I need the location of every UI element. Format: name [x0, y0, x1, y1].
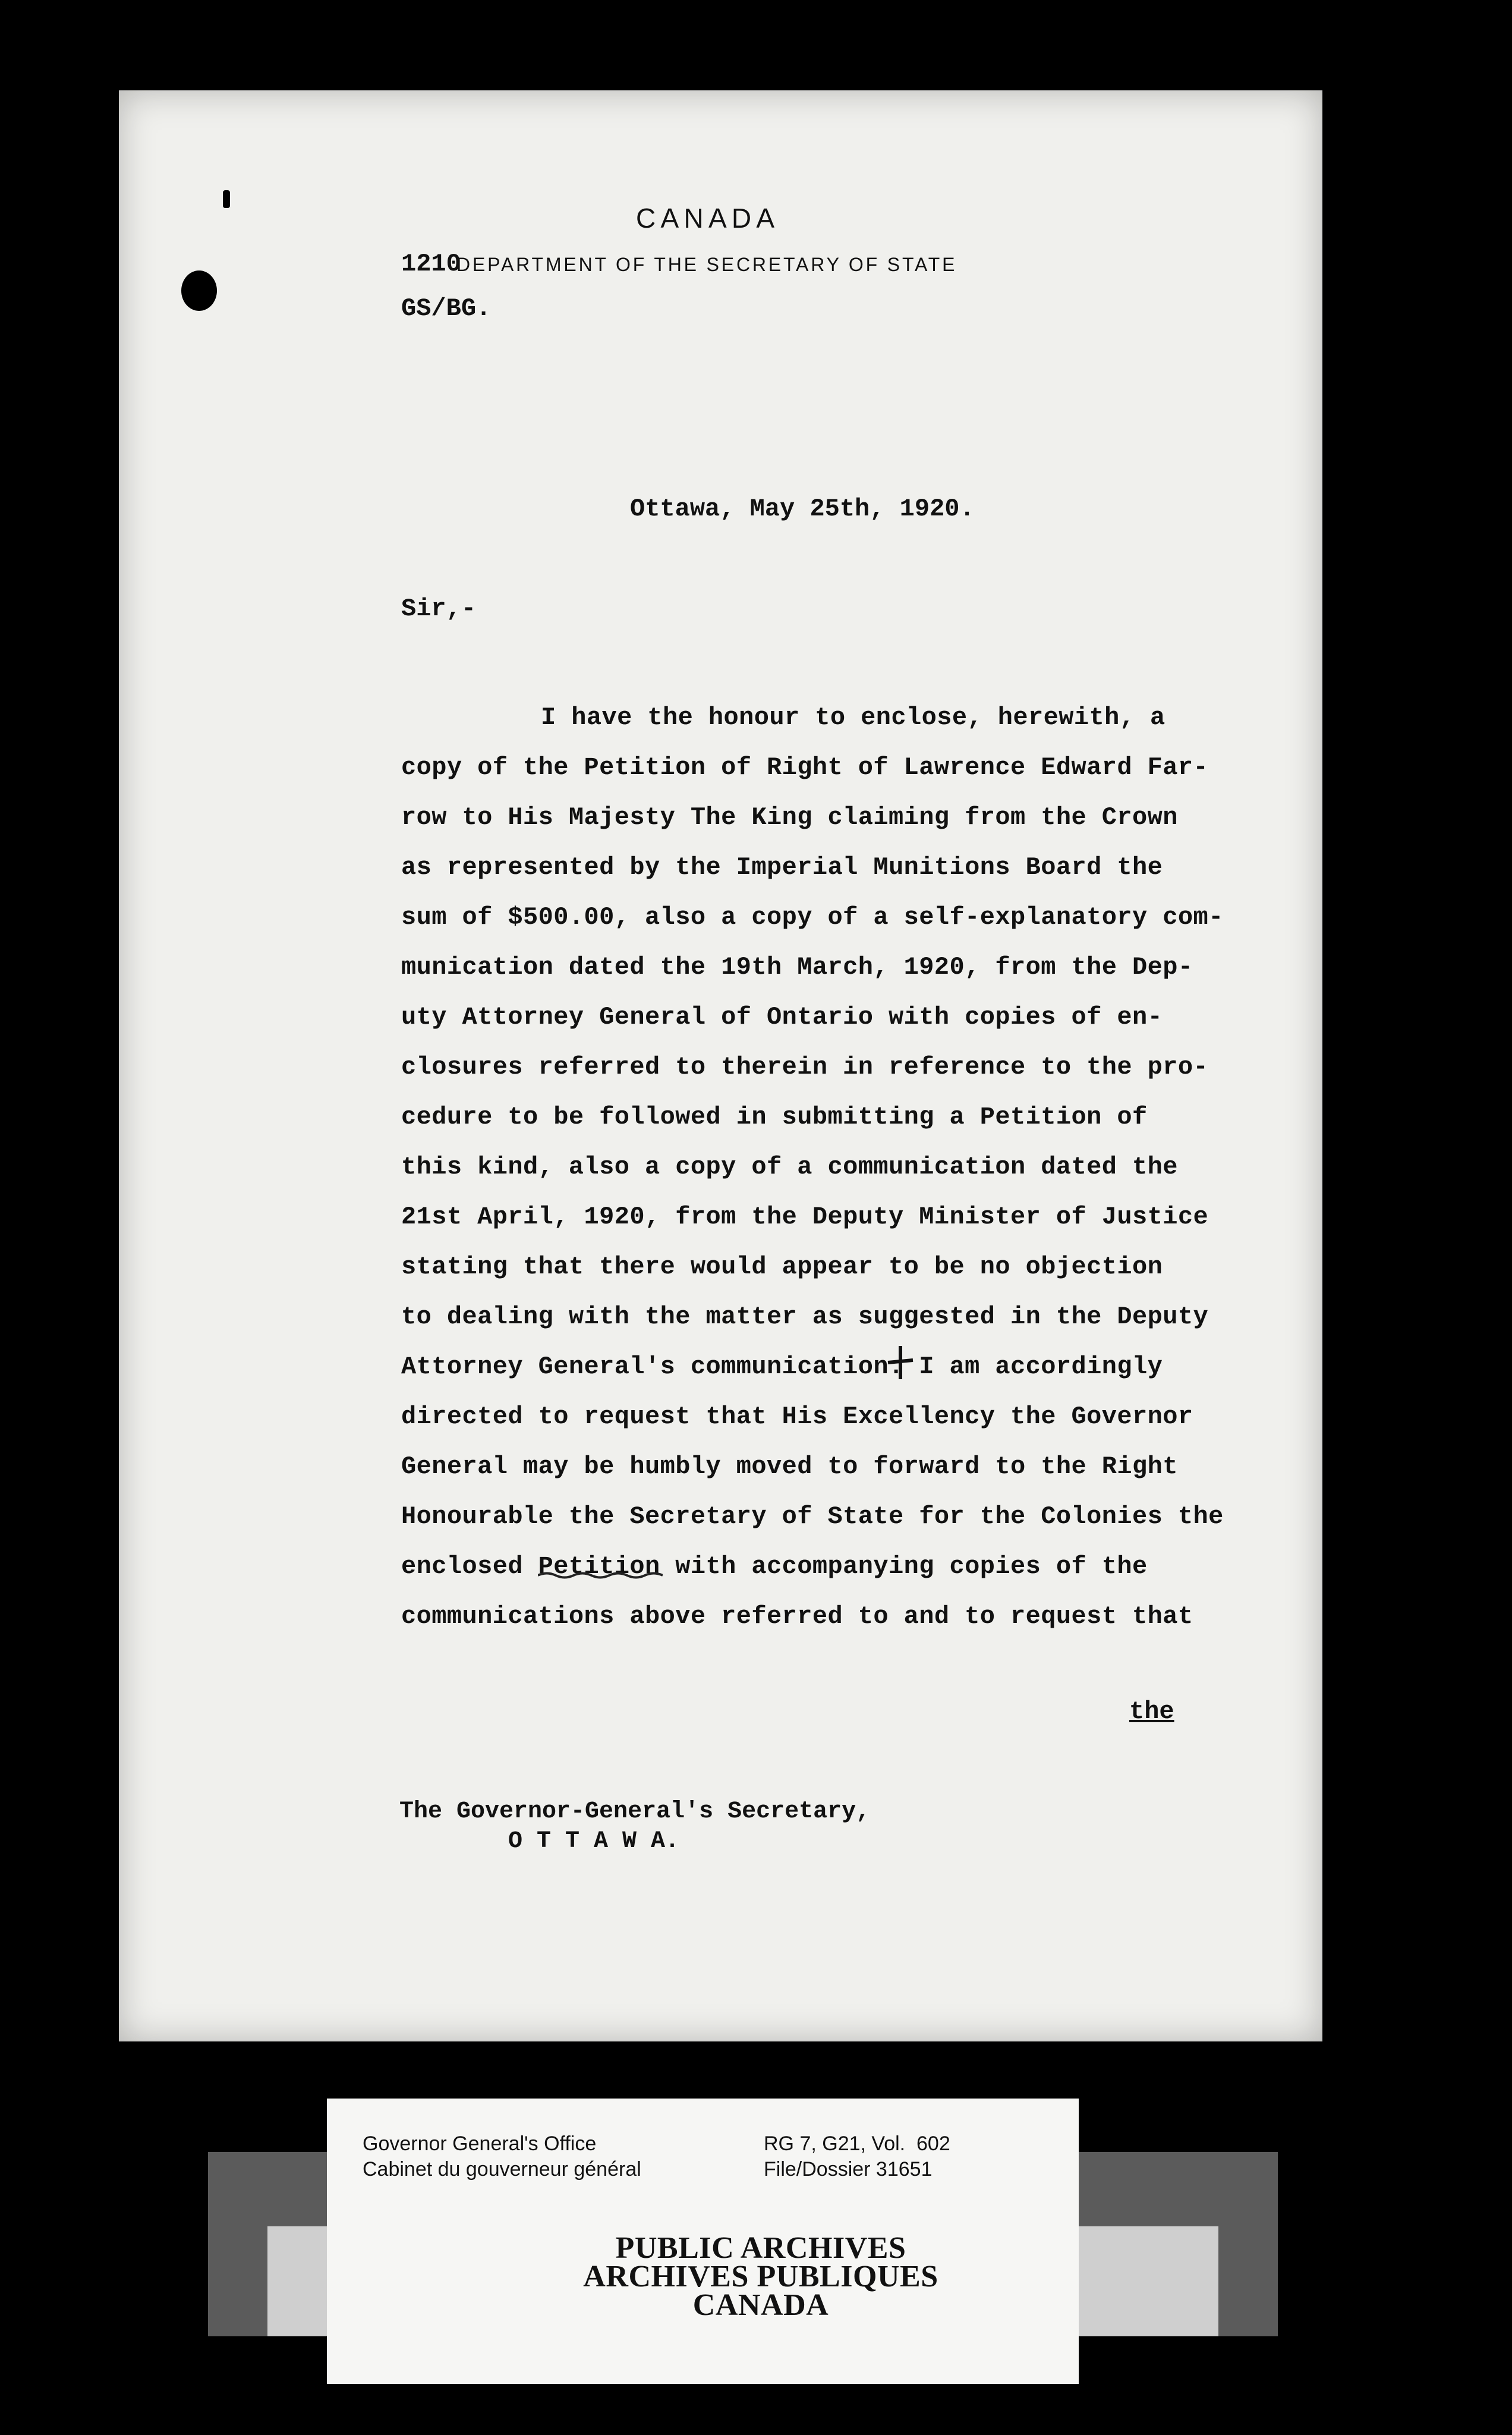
body-line: directed to request that His Excellency the Governor — [401, 1402, 1193, 1431]
letterhead-department: DEPARTMENT OF THE SECRETARY OF STATE — [456, 254, 957, 275]
body-line: enclosed Petition with accompanying copies of the — [401, 1552, 1148, 1581]
body-line: this kind, also a copy of a communication dated the — [401, 1153, 1178, 1181]
salutation: Sir,- — [401, 594, 477, 623]
addressee-line-1: The Governor-General's Secretary, — [399, 1798, 871, 1825]
body-line: stating that there would appear to be no objection — [401, 1253, 1163, 1281]
body-line: row to His Majesty The King claiming from the Crown — [401, 803, 1178, 832]
body-line: sum of $500.00, also a copy of a self-explanatory com- — [401, 903, 1224, 932]
handwritten-underline — [538, 1571, 663, 1580]
body-line: I have the honour to enclose, herewith, a — [541, 703, 1166, 732]
handwritten-cross-mark — [886, 1345, 915, 1380]
stamp-line-1: PUBLIC ARCHIVES — [615, 2231, 906, 2265]
body-line: closures referred to therein in reference to the pro- — [401, 1053, 1209, 1081]
body-line: cedure to be followed in submitting a Petition of — [401, 1103, 1148, 1131]
reference-initials: GS/BG. — [401, 294, 492, 323]
body-line: Honourable the Secretary of State for the Colonies the — [401, 1502, 1224, 1531]
body-line: General may be humbly moved to forward to the Right — [401, 1452, 1178, 1481]
catchword: the — [1129, 1697, 1174, 1726]
stamp-line-2: ARCHIVES PUBLIQUES — [583, 2260, 938, 2294]
body-line: to dealing with the matter as suggested in the Deputy — [401, 1303, 1209, 1331]
body-line: copy of the Petition of Right of Lawrence Edward Far- — [401, 753, 1209, 782]
file-number: 1210 — [401, 250, 461, 278]
body-line: as represented by the Imperial Munitions Board the — [401, 853, 1163, 882]
addressee-line-2: O T T A W A. — [508, 1828, 680, 1855]
letter-body — [401, 693, 1233, 1641]
body-line: 21st April, 1920, from the Deputy Minister of Justice — [401, 1203, 1209, 1231]
ink-speck — [223, 190, 230, 208]
body-line: munication dated the 19th March, 1920, from the Dep- — [401, 953, 1193, 981]
stamp-line-3: CANADA — [692, 2288, 829, 2322]
label-reference: RG 7, G21, Vol. 602 — [764, 2132, 950, 2155]
body-line: uty Attorney General of Ontario with copies of en- — [401, 1003, 1163, 1031]
body-line: communications above referred to and to request that — [401, 1602, 1193, 1631]
body-line: Attorney General's communication. I am accordingly — [401, 1352, 1163, 1381]
letterhead-country: CANADA — [636, 203, 780, 234]
letter-date: Ottawa, May 25th, 1920. — [630, 495, 975, 523]
label-office-en: Governor General's Office — [363, 2132, 597, 2155]
label-file: File/Dossier 31651 — [764, 2158, 933, 2181]
ink-blot — [181, 270, 217, 311]
label-office-fr: Cabinet du gouverneur général — [363, 2158, 641, 2181]
